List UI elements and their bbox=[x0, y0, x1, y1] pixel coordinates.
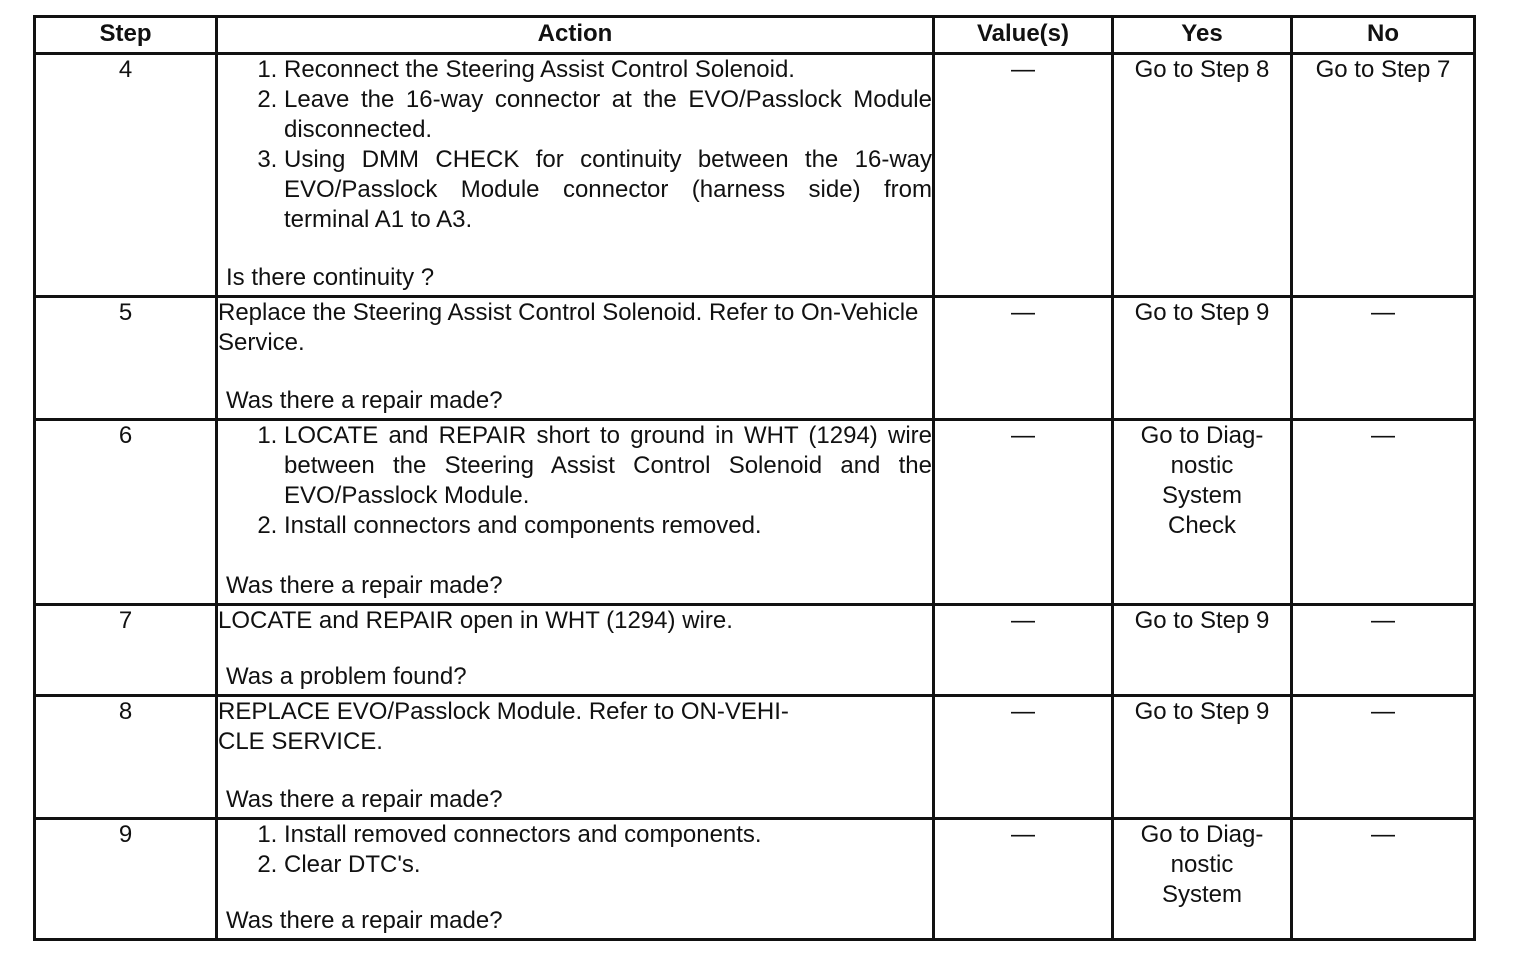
action-cell bbox=[217, 297, 934, 420]
value-cell: — bbox=[934, 297, 1113, 420]
action-cell bbox=[217, 420, 934, 605]
action-step-item: 2. Install connectors and components removed. bbox=[284, 511, 932, 541]
no-cell: — bbox=[1292, 696, 1475, 819]
action-steps-list bbox=[218, 820, 932, 880]
yes-cell: Go to Diag- nostic System bbox=[1113, 819, 1292, 940]
action-cell bbox=[217, 54, 934, 297]
action-cell bbox=[217, 696, 934, 819]
step-number: 8 bbox=[35, 696, 217, 819]
action-step-item: 1. Reconnect the Steering Assist Control Solenoid. bbox=[284, 55, 932, 85]
value-cell: — bbox=[934, 420, 1113, 605]
action-step-item: 1. LOCATE and REPAIR short to ground in WHT (1294) wire between the Steering Assist Control Solenoid and the EVO/Passlock Module. bbox=[284, 421, 932, 511]
action-steps-list bbox=[218, 421, 932, 541]
table-row bbox=[35, 54, 1475, 297]
action-cell bbox=[217, 605, 934, 696]
value-cell: — bbox=[934, 819, 1113, 940]
table-body bbox=[35, 54, 1475, 940]
diagnostic-table bbox=[33, 15, 1476, 941]
action-step-item: 1. Install removed connectors and components. bbox=[284, 820, 932, 850]
no-cell: — bbox=[1292, 420, 1475, 605]
step-number: 4 bbox=[35, 54, 217, 297]
header-no: No bbox=[1292, 17, 1475, 54]
table-row bbox=[35, 819, 1475, 940]
header-values: Value(s) bbox=[934, 17, 1113, 54]
step-number: 7 bbox=[35, 605, 217, 696]
action-question: Was there a repair made? bbox=[226, 387, 503, 414]
step-number: 5 bbox=[35, 297, 217, 420]
header-yes: Yes bbox=[1113, 17, 1292, 54]
action-step-item: 2. Leave the 16-way connector at the EVO/Passlock Module disconnected. bbox=[284, 85, 932, 145]
action-cell bbox=[217, 819, 934, 940]
action-text: REPLACE EVO/Passlock Module. Refer to ON-VEHI- CLE SERVICE. bbox=[218, 698, 789, 755]
yes-cell: Go to Diag- nostic System Check bbox=[1113, 420, 1292, 605]
yes-cell: Go to Step 9 bbox=[1113, 605, 1292, 696]
yes-cell: Go to Step 8 bbox=[1113, 54, 1292, 297]
header-row bbox=[35, 17, 1475, 54]
no-cell: Go to Step 7 bbox=[1292, 54, 1475, 297]
no-cell: — bbox=[1292, 605, 1475, 696]
no-cell: — bbox=[1292, 297, 1475, 420]
action-steps-list bbox=[218, 55, 932, 235]
action-text: Replace the Steering Assist Control Solenoid. Refer to On-Vehicle Service. bbox=[218, 299, 919, 356]
action-question: Was a problem found? bbox=[226, 663, 467, 690]
table-row bbox=[35, 696, 1475, 819]
action-text: LOCATE and REPAIR open in WHT (1294) wire. bbox=[218, 607, 733, 634]
no-cell: — bbox=[1292, 819, 1475, 940]
action-question: Was there a repair made? bbox=[226, 572, 503, 599]
value-cell: — bbox=[934, 54, 1113, 297]
table-row bbox=[35, 297, 1475, 420]
step-number: 6 bbox=[35, 420, 217, 605]
yes-cell: Go to Step 9 bbox=[1113, 696, 1292, 819]
action-question: Is there continuity ? bbox=[226, 264, 435, 291]
value-cell: — bbox=[934, 696, 1113, 819]
table-row bbox=[35, 605, 1475, 696]
action-step-item: 2. Clear DTC's. bbox=[284, 850, 932, 880]
header-action: Action bbox=[217, 17, 934, 54]
yes-cell: Go to Step 9 bbox=[1113, 297, 1292, 420]
value-cell: — bbox=[934, 605, 1113, 696]
step-number: 9 bbox=[35, 819, 217, 940]
header-step: Step bbox=[35, 17, 217, 54]
action-question: Was there a repair made? bbox=[226, 786, 503, 813]
action-step-item: 3. Using DMM CHECK for continuity between the 16-way EVO/Passlock Module connector (harness side) from terminal A1 to A3. bbox=[284, 145, 932, 235]
action-question: Was there a repair made? bbox=[226, 907, 503, 934]
table-row bbox=[35, 420, 1475, 605]
